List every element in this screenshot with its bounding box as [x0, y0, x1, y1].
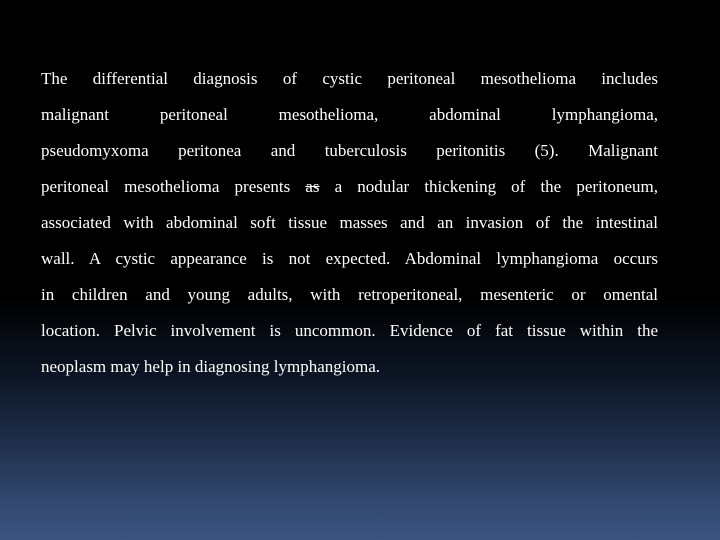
text-line-9: neoplasm may help in diagnosing lymphangioma. [41, 357, 381, 376]
strikethrough-word: as [305, 177, 320, 196]
body-text [41, 61, 658, 385]
text-line-6: wall. A cystic appearance is not expected. Abdominal lymphangioma occurs [41, 249, 658, 268]
text-line-1: The differential diagnosis of cystic peritoneal mesothelioma includes [41, 69, 658, 88]
text-line-4-start: peritoneal mesothelioma presents [41, 177, 306, 196]
text-line-2: malignant peritoneal mesothelioma, abdominal lymphangioma, [41, 105, 658, 124]
text-line-5: associated with abdominal soft tissue masses and an invasion of the intestinal [41, 213, 658, 232]
text-line-3: pseudomyxoma peritonea and tuberculosis peritonitis (5). Malignant [41, 141, 658, 160]
text-line-4 [41, 169, 658, 205]
text-line-7: in children and young adults, with retroperitoneal, mesenteric or omental [41, 285, 658, 304]
text-line-8: location. Pelvic involvement is uncommon. Evidence of fat tissue within the [41, 321, 658, 340]
text-line-4-end: a nodular thickening of the peritoneum, [319, 177, 658, 196]
